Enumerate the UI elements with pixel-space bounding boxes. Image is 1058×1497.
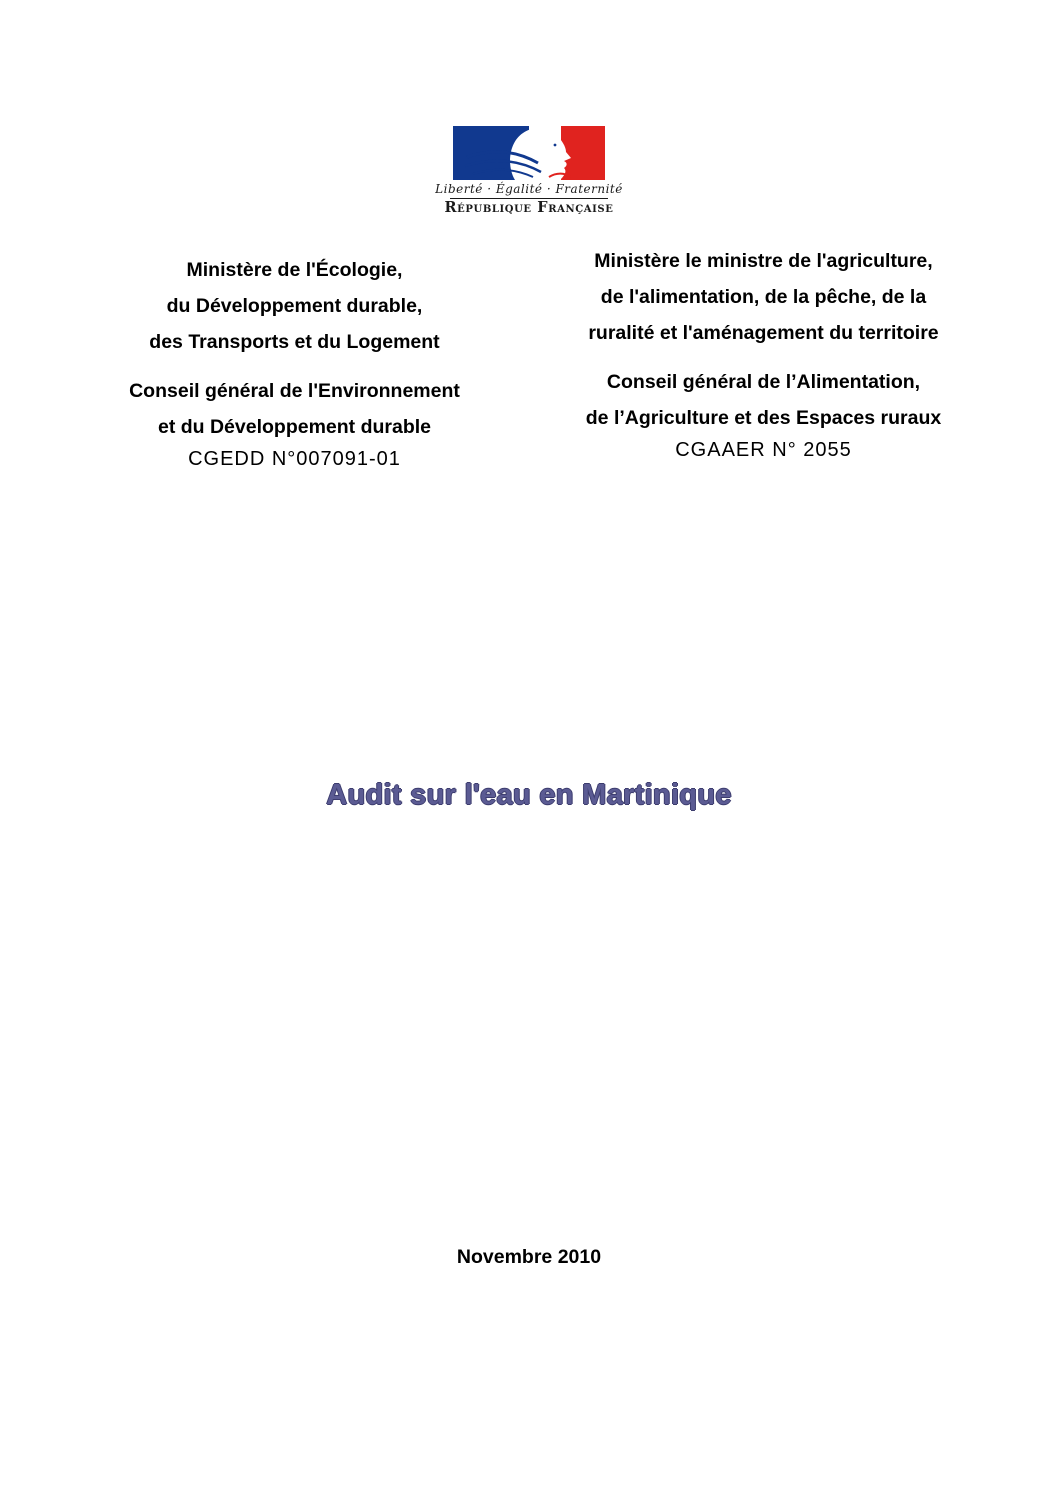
ministry-left bbox=[60, 252, 529, 477]
marianne-flag-icon bbox=[453, 126, 605, 180]
ministry-left-council-line: Conseil général de l'Environnement bbox=[129, 380, 460, 402]
ministry-right bbox=[529, 243, 998, 468]
ministry-left-council-line: et du Développement durable bbox=[157, 416, 432, 438]
ministry-left-reference: CGEDD N°007091-01 bbox=[188, 448, 401, 470]
ministry-right-council bbox=[529, 364, 998, 436]
document-title: Audit sur l'eau en Martinique bbox=[326, 779, 732, 811]
ministry-left-council bbox=[60, 373, 529, 445]
republique-francaise-logo bbox=[0, 126, 1058, 215]
ministry-right-org bbox=[529, 243, 998, 351]
ministry-right-org-line: ruralité et l'aménagement du territoire bbox=[588, 322, 939, 344]
ministry-right-council-line: de l’Agriculture et des Espaces ruraux bbox=[585, 407, 942, 429]
ministry-right-org-line: de l'alimentation, de la pêche, de la bbox=[600, 286, 927, 308]
ministry-left-org-line: Ministère de l'Écologie, bbox=[186, 259, 403, 281]
ministries-header bbox=[60, 252, 998, 477]
logo-republic-name: République Française bbox=[444, 199, 614, 216]
ministry-right-org-line: Ministère le ministre de l'agriculture, bbox=[594, 250, 933, 272]
ministry-left-org-line: des Transports et du Logement bbox=[149, 331, 440, 353]
ministry-left-org-line: du Développement durable, bbox=[166, 295, 423, 317]
document-date: Novembre 2010 bbox=[456, 1246, 602, 1268]
ministry-right-council-line: Conseil général de l’Alimentation, bbox=[606, 371, 921, 393]
logo-motto: Liberté · Égalité · Fraternité bbox=[435, 182, 623, 196]
ministry-right-reference: CGAAER N° 2055 bbox=[675, 439, 852, 461]
ministry-left-org bbox=[60, 252, 529, 360]
